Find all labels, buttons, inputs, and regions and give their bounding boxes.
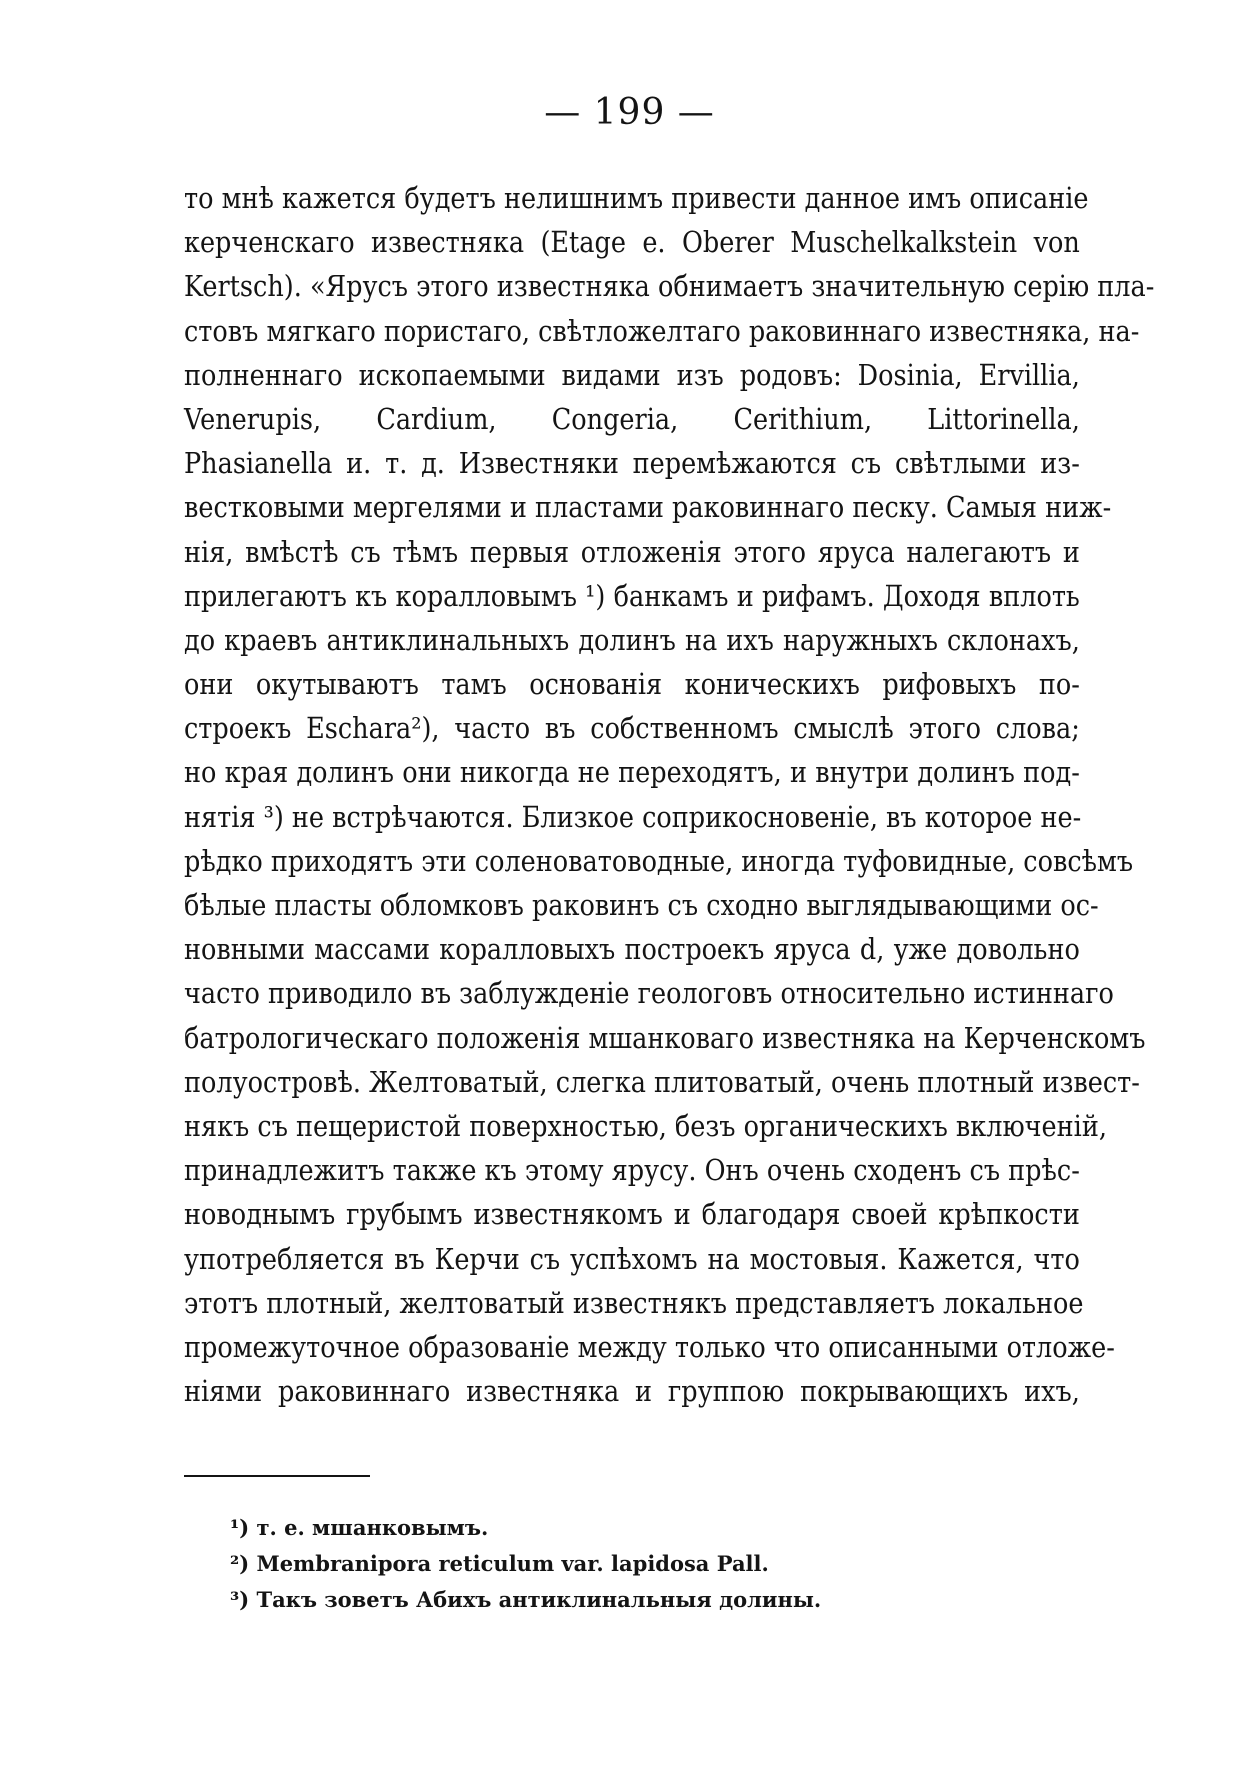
text-line: до краевъ антиклинальныхъ долинъ на ихъ наружныхъ склонахъ,: [184, 622, 1080, 657]
text-line: полуостровѣ. Желтоватый, слегка плитоватый, очень плотный извест-: [184, 1064, 1140, 1099]
text-line: прилегаютъ къ коралловымъ ¹) банкамъ и рифамъ. Доходя вплоть: [184, 578, 1080, 613]
text-line: батрологическаго положенія мшанковаго известняка на Керченскомъ: [184, 1020, 1146, 1055]
text-line: принадлежитъ также къ этому ярусу. Онъ очень сходенъ съ прѣс-: [184, 1153, 1080, 1188]
text-line: они окутываютъ тамъ основанія коническихъ рифовыхъ по-: [184, 667, 1080, 702]
text-line: нятія ³) не встрѣчаются. Близкое соприкосновеніе, въ которое не-: [184, 799, 1082, 834]
text-line: керченскаго известняка (Etage e. Oberer Muschelkalkstein von: [184, 225, 1080, 260]
text-line: Phasianella и. т. д. Известняки перемѣжаются съ свѣтлыми из-: [184, 446, 1080, 481]
text-line: вестковыми мергелями и пластами раковиннаго песку. Самыя ниж-: [184, 490, 1112, 525]
footnote-2: ²) Membranipora reticulum var. lapidosa Pall.: [230, 1551, 769, 1576]
text-line: этотъ плотный, желтоватый известнякъ представляетъ локальное: [184, 1285, 1084, 1320]
text-line: някъ съ пещеристой поверхностью, безъ органическихъ включеній,: [184, 1108, 1107, 1143]
page-number: — 199 —: [544, 92, 715, 133]
text-line: новными массами коралловыхъ построекъ яруса d, уже довольно: [184, 932, 1080, 967]
text-line: но края долинъ они никогда не переходятъ, и внутри долинъ под-: [184, 755, 1080, 790]
footnote-3: ³) Такъ зоветъ Абихъ антиклинальныя долины.: [230, 1587, 822, 1612]
text-line: стовъ мягкаго пористаго, свѣтложелтаго раковиннаго известняка, на-: [184, 313, 1140, 348]
text-line: ніями раковиннаго известняка и группою покрывающихъ ихъ,: [184, 1374, 1080, 1409]
footnote-1: ¹) т. е. мшанковымъ.: [230, 1515, 489, 1540]
text-line: нія, вмѣстѣ съ тѣмъ первыя отложенія этого яруса налегаютъ и: [184, 534, 1080, 569]
text-line: Kertsch). «Ярусъ этого известняка обнимаетъ значительную серію пла-: [184, 269, 1155, 304]
text-line: промежуточное образованіе между только что описанными отложе-: [184, 1329, 1115, 1364]
text-line: рѣдко приходятъ эти соленоватоводные, иногда туфовидные, совсѣмъ: [184, 843, 1134, 878]
text-line: полненнаго ископаемыми видами изъ родовъ: Dosinia, Ervillia,: [184, 357, 1080, 392]
text-line: то мнѣ кажется будетъ нелишнимъ привести данное имъ описаніе: [184, 181, 1089, 215]
footnotes: [230, 1510, 1030, 1618]
text-line: бѣлые пласты обломковъ раковинъ съ сходно выглядывающими ос-: [184, 888, 1099, 922]
text-line: новоднымъ грубымъ известнякомъ и благодаря своей крѣпкости: [184, 1197, 1080, 1232]
text-line: часто приводило въ заблужденіе геологовъ относительно истиннаго: [184, 976, 1114, 1011]
body-text: [184, 176, 1155, 1413]
text-line: Venerupis, Cardium, Congeria, Cerithium, Littorinella,: [184, 401, 1080, 436]
text-line: употребляется въ Керчи съ успѣхомъ на мостовыя. Кажется, что: [184, 1241, 1080, 1276]
footnote-divider: [184, 1475, 370, 1477]
text-line: строекъ Eschara²), часто въ собственномъ смыслѣ этого слова;: [184, 711, 1080, 746]
